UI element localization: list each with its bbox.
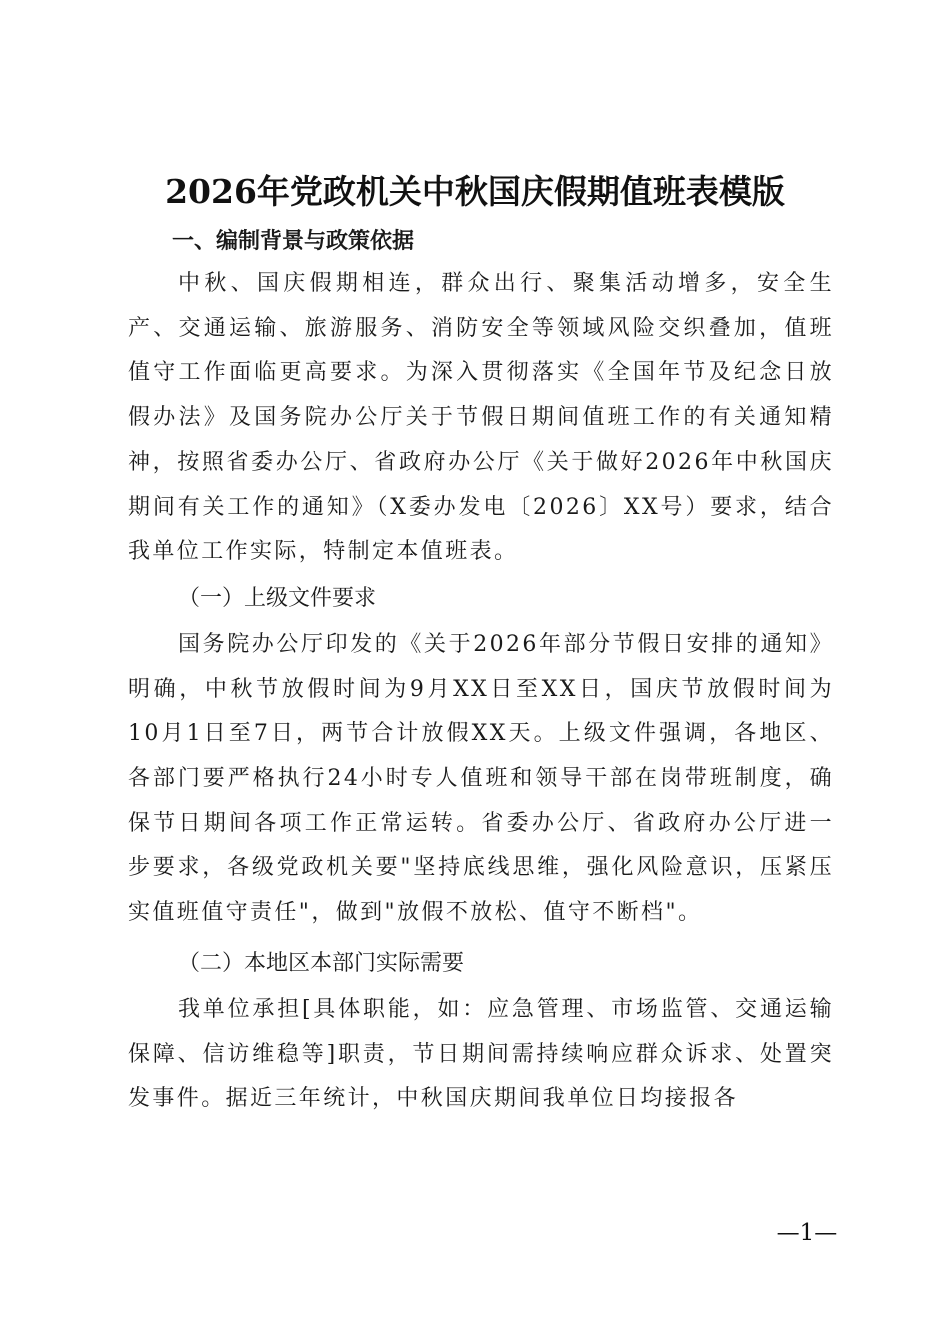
subsection-heading-2: （二）本地区本部门实际需要 (178, 950, 465, 976)
subsection-heading-1: （一）上级文件要求 (178, 585, 377, 611)
subsection-2-paragraph: 我单位承担[具体职能，如：应急管理、市场监管、交通运输保障、信访维稳等]职责，节日期间需持续响应群众诉求、处置突发事件。据近三年统计，中秋国庆期间我单位日均接报各 (128, 996, 834, 1112)
document-body (128, 222, 834, 1122)
intro-paragraph: 中秋、国庆假期相连，群众出行、聚集活动增多，安全生产、交通运输、旅游服务、消防安全等领域风险交织叠加，值班值守工作面临更高要求。为深入贯彻落实《全国年节及纪念日放假办法》及国务院办公厅关于节假日期间值班工作的有关通知精神，按照省委办公厅、省政府办公厅《关于做好2026年中秋国庆期间有关工作的通知》（X委办发电〔2026〕XX号）要求，结合我单位工作实际，特制定本值班表。 (128, 271, 834, 565)
subsection-1-paragraph: 国务院办公厅印发的《关于2026年部分节假日安排的通知》明确，中秋节放假时间为9月XX日至XX日，国庆节放假时间为10月1日至7日，两节合计放假XX天。上级文件强调，各地区、各部门要严格执行24小时专人值班和领导干部在岗带班制度，确保节日期间各项工作正常运转。省委办公厅、省政府办公厅进一步要求，各级党政机关要"坚持底线思维，强化风险意识，压紧压实值班值守责任"，做到"放假不放松、值守不断档"。 (128, 631, 834, 926)
section-heading: 一、编制背景与政策依据 (172, 229, 415, 254)
page-number: —1— (776, 1220, 838, 1246)
document-title: 2026年党政机关中秋国庆假期值班表模版 (165, 172, 785, 211)
